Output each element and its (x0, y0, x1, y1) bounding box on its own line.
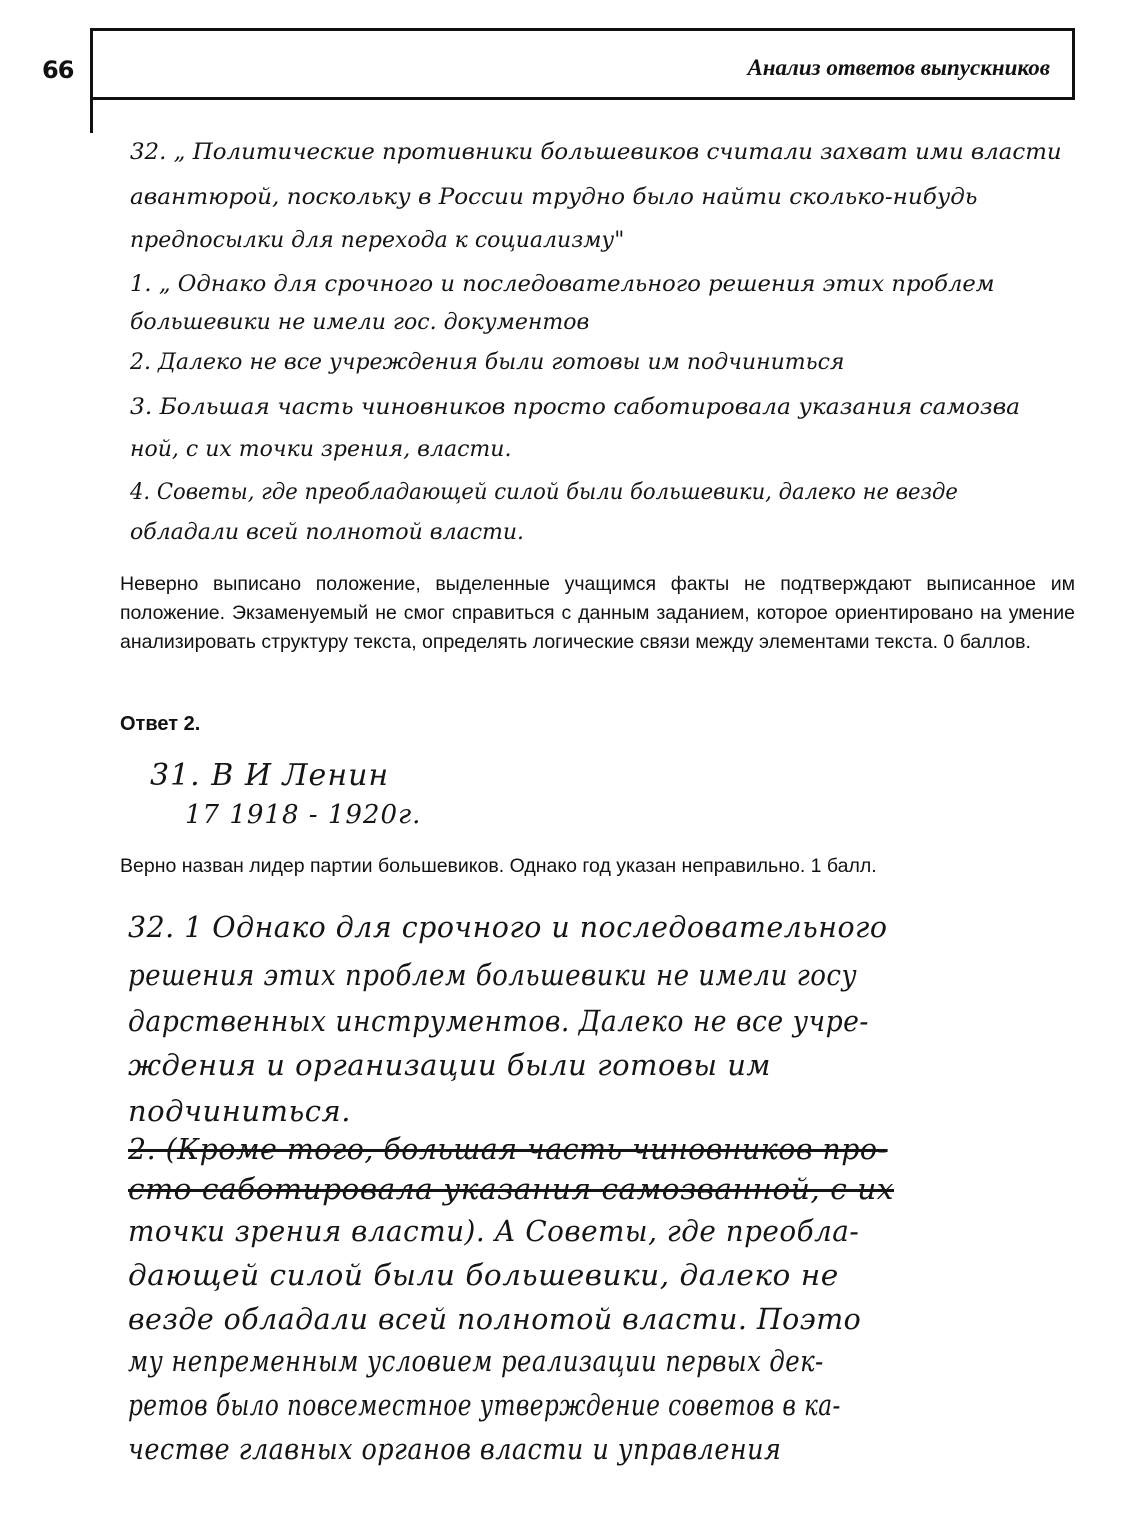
handwriting-line: дающей силой были большевики, далеко не (128, 1258, 839, 1292)
handwriting-line: 1. „ Однако для срочного и последовательного решения этих проблем (130, 272, 995, 297)
running-header-title: Анализ ответов выпускников (747, 55, 1050, 80)
handwriting-line: 17 1918 - 1920г. (185, 800, 422, 830)
handwriting-line: обладали всей полнотой власти. (130, 520, 525, 545)
handwriting-line: решения этих проблем большевики не имели госу (128, 958, 858, 992)
handwriting-line: предпосылки для перехода к социализму" (130, 228, 625, 253)
comment-answer1: Неверно выписано положение, выделенные учащимся факты не подтверждают выписанное им положение. Экзаменуемый не смог справиться с данным заданием, которое ориентировано на умение анализировать структуру текста, определять логические связи между элементами текста. 0 баллов. (120, 573, 1075, 653)
handwriting-line-struck: 2. (Кроме того, большая часть чиновников про- (128, 1132, 888, 1166)
running-header (92, 28, 1075, 100)
handwriting-line: большевики не имели гос. документов (130, 310, 590, 335)
handwriting-line: авантюрой, поскольку в России трудно было найти сколько-нибудь (130, 185, 978, 210)
comment-answer2: Верно назван лидер партии большевиков. Однако год указан неправильно. 1 балл. (120, 855, 877, 877)
handwriting-line: везде обладали всей полнотой власти. Поэто (128, 1302, 862, 1336)
handwriting-line: 3. Большая часть чиновников просто саботировала указания самозва (130, 395, 1021, 420)
answer2-label: Ответ 2. (120, 713, 201, 735)
handwriting-line: точки зрения власти). А Советы, где преобла- (128, 1214, 860, 1248)
handwriting-line: честве главных органов власти и управления (128, 1432, 782, 1466)
handwriting-line: му непременным условием реализации первых дек- (128, 1344, 824, 1378)
handwriting-line: ной, с их точки зрения, власти. (130, 437, 512, 462)
handwriting-line: 32. „ Политические противники большевиков считали захват ими власти (130, 140, 1062, 165)
handwriting-line: 32. 1 Однако для срочного и последовательного (128, 910, 888, 944)
handwriting-line: 31. В И Ленин (150, 758, 390, 793)
handwriting-line: 4. Советы, где преобладающей силой были большевики, далеко не везде (130, 480, 958, 505)
page-number: 66 (42, 56, 74, 84)
handwriting-line: ждения и организации были готовы им (128, 1048, 771, 1082)
handwriting-line-struck: сто саботировала указания самозванной, с их (128, 1172, 895, 1206)
handwriting-line: дарственных инструментов. Далеко не все учре- (128, 1004, 869, 1038)
handwriting-line: подчиниться. (128, 1094, 351, 1128)
handwriting-line: 2. Далеко не все учреждения были готовы им подчиниться (130, 350, 845, 375)
handwriting-line: ретов было повсеместное утверждение советов в ка- (128, 1388, 841, 1422)
